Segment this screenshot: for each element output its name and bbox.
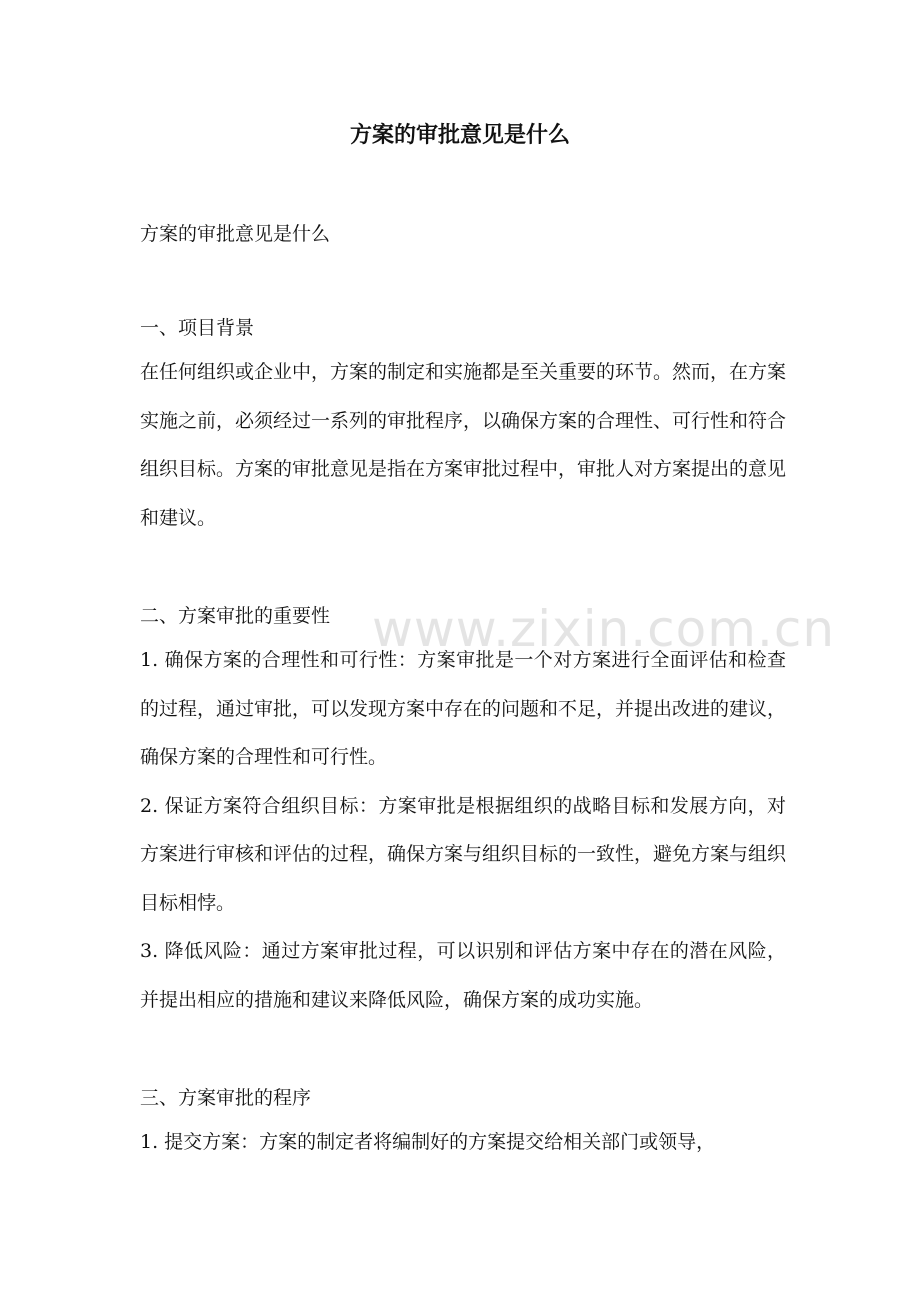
document-subtitle: 方案的审批意见是什么 xyxy=(140,223,331,245)
document-body xyxy=(140,214,786,1167)
section-procedure xyxy=(140,1078,786,1167)
section-heading: 二、方案审批的重要性 xyxy=(140,605,331,627)
section-heading: 一、项目背景 xyxy=(140,317,255,339)
paragraph: 在任何组织或企业中，方案的制定和实施都是至关重要的环节。然而，在方案实施之前，必须经过一系列的审批程序，以确保方案的合理性、可行性和符合组织目标。方案的审批意见是指在方案审批过程中，审批人对方案提出的意见和建议。 xyxy=(140,361,787,529)
section-project-background xyxy=(140,308,786,542)
paragraph: 3. 降低风险：通过方案审批过程，可以识别和评估方案中存在的潜在风险，并提出相应的措施和建议来降低风险，确保方案的成功实施。 xyxy=(140,940,786,1011)
section-importance xyxy=(140,596,786,1024)
section-heading: 三、方案审批的程序 xyxy=(140,1087,312,1109)
paragraph: 1. 确保方案的合理性和可行性：方案审批是一个对方案进行全面评估和检查的过程，通过审批，可以发现方案中存在的问题和不足，并提出改进的建议，确保方案的合理性和可行性。 xyxy=(140,649,787,768)
paragraph: 1. 提交方案：方案的制定者将编制好的方案提交给相关部门或领导， xyxy=(140,1131,716,1153)
watermark: www.zixin.com.cn xyxy=(372,600,836,658)
document-title: 方案的审批意见是什么 xyxy=(349,123,570,148)
paragraph: 2. 保证方案符合组织目标：方案审批是根据组织的战略目标和发展方向，对方案进行审核和评估的过程，确保方案与组织目标的一致性，避免方案与组织目标相悖。 xyxy=(140,794,787,914)
